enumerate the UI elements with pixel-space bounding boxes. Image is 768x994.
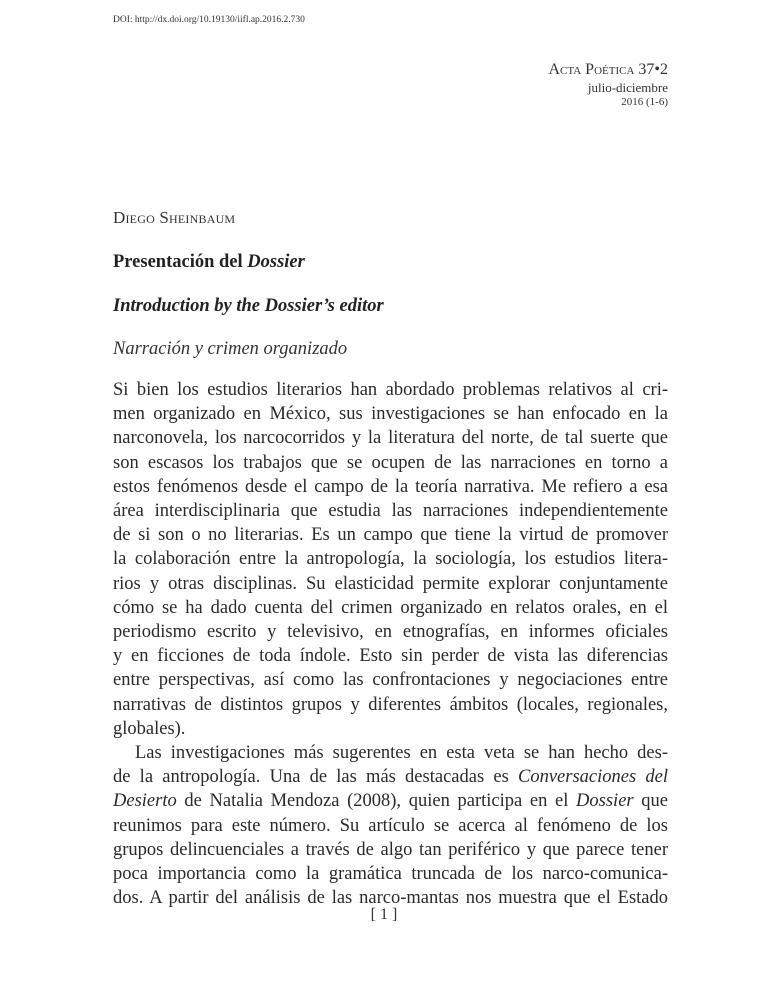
text-line: la colaboración entre la antropología, la sociología, los estudios litera- xyxy=(113,549,668,570)
text-line: reunimos para este número. Su artículo se acerca al fenómeno de los xyxy=(113,815,668,836)
page-number: [ 1 ] xyxy=(370,906,398,923)
text-line: globales). xyxy=(113,718,186,739)
author-name: Diego Sheinbaum xyxy=(113,208,236,227)
paragraph-1 xyxy=(113,378,668,741)
text-line: área interdisciplinaria que estudia las narraciones independientemente xyxy=(113,501,668,522)
italic-book-title: Desierto xyxy=(113,791,177,812)
text-line: Las investigaciones más sugerentes en esta veta se han hecho des- xyxy=(135,743,668,764)
section-heading: Narración y crimen organizado xyxy=(113,339,348,359)
text-line: dos. A partir del análisis de las narco-mantas nos muestra que el Estado xyxy=(113,888,668,909)
text-line: poca importancia como la gramática truncada de los narco-comunica- xyxy=(113,864,668,885)
title-es-prefix: Presentación del xyxy=(113,252,248,272)
title-es-italic: Dossier xyxy=(247,252,305,272)
article-title-es xyxy=(113,252,305,273)
text-line: cómo se ha dado cuenta del crimen organizado en relatos orales, en el xyxy=(113,597,668,618)
text-line: rios y otras disciplinas. Su elasticidad permite explorar conjuntamente xyxy=(113,573,668,594)
text-span: de la antropología. Una de las más destacadas es xyxy=(113,767,518,788)
text-line xyxy=(113,789,668,813)
text-line: estos fenómenos desde el campo de la teoría narrativa. Me refiero a esa xyxy=(113,476,668,497)
text-line: men organizado en México, sus investigaciones se han enfocado en la xyxy=(113,404,668,425)
text-line: Si bien los estudios literarios han abordado problemas relativos al cri- xyxy=(113,380,668,400)
italic-book-title: Conversaciones del xyxy=(518,767,668,788)
body-text xyxy=(113,378,668,910)
text-line: grupos delincuenciales a través de algo tan periférico y que parece tener xyxy=(113,839,668,860)
text-line: entre perspectivas, así como las confrontaciones y negociaciones entre xyxy=(113,670,668,691)
text-line: y en ficciones de toda índole. Esto sin perder de vista las diferencias xyxy=(113,646,668,667)
article-title-en: Introduction by the Dossier’s editor xyxy=(113,296,384,316)
doi-line: DOI: http://dx.doi.org/10.19130/iifl.ap.2016.2.730 xyxy=(113,15,305,25)
italic-dossier: Dossier xyxy=(576,791,634,812)
journal-period: julio-diciembre xyxy=(587,80,668,95)
text-line: periodismo escrito y televisivo, en etnografías, en informes oficiales xyxy=(113,622,668,643)
text-line: narrativas de distintos grupos y diferentes ámbitos (locales, regionales, xyxy=(113,694,668,715)
paragraph-2 xyxy=(113,741,668,910)
journal-title: Acta Poética 37•2 xyxy=(548,61,668,78)
text-span: de Natalia Mendoza (2008), quien participa en el xyxy=(176,791,577,812)
text-line xyxy=(113,765,668,789)
journal-year-pages: 2016 (1-6) xyxy=(621,96,668,109)
text-line: son escasos los trabajos que se ocupen de las narraciones en torno a xyxy=(113,452,668,473)
text-line: de si son o no literarias. Es un campo que tiene la virtud de promover xyxy=(113,525,668,546)
text-span: que xyxy=(633,791,668,812)
text-line: narconovela, los narcocorridos y la literatura del norte, de tal suerte que xyxy=(113,428,668,449)
journal-header xyxy=(549,60,669,110)
